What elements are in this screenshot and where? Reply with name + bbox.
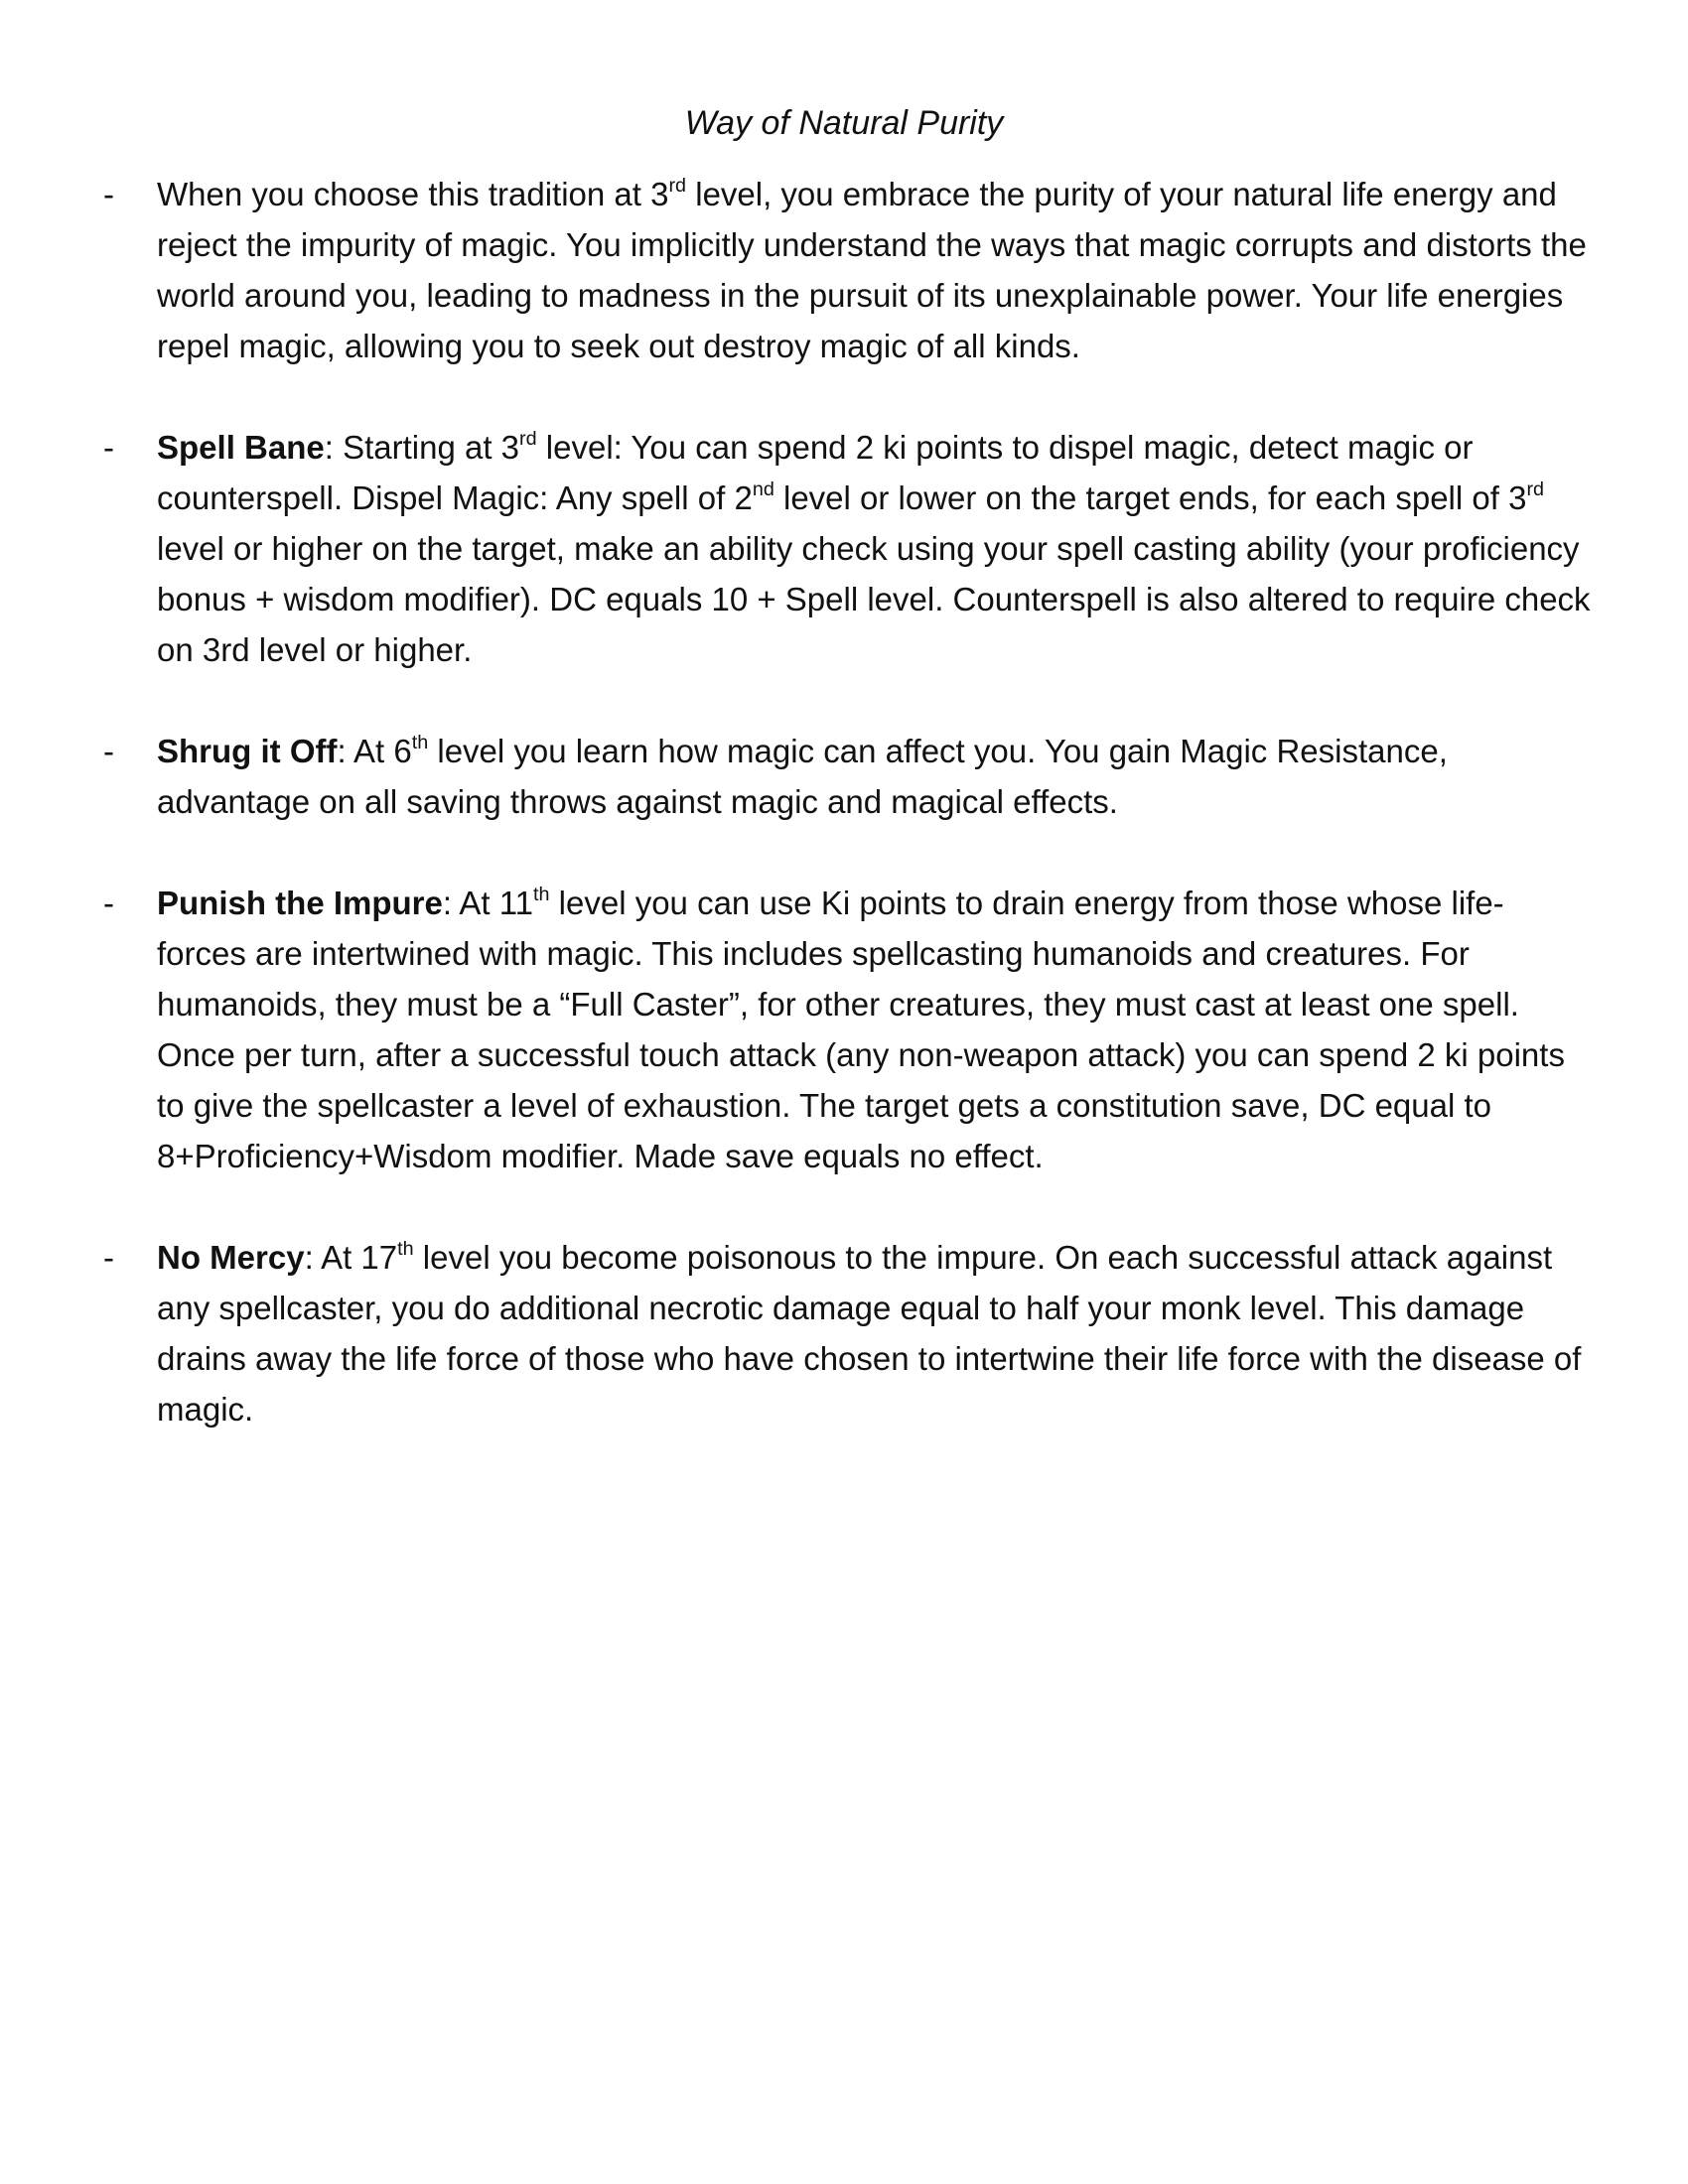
bullet-dash: -	[103, 176, 114, 212]
feature-term: Punish the Impure	[157, 885, 443, 921]
feature-item	[103, 169, 1593, 371]
feature-item	[103, 726, 1593, 827]
feature-term: Shrug it Off	[157, 733, 338, 769]
feature-description: Starting at 3	[333, 429, 520, 466]
feature-description: level you learn how magic can affect you. You gain Magic Resistance, advantage on all saving throws against magic and magical effects.	[157, 733, 1448, 820]
feature-item	[103, 422, 1593, 675]
feature-description: At 17	[313, 1239, 398, 1276]
ordinal-suffix: th	[397, 1238, 414, 1261]
feature-item	[103, 878, 1593, 1181]
ordinal-suffix: rd	[519, 428, 537, 451]
feature-description: level you can use Ki points to drain energy from those whose life-forces are intertwined with magic. This includes spellcasting humanoids and creatures. For humanoids, they must be a “Full Caster”, for other creatures, they must cast at least one spell. Once per turn, after a successful touch attack (any non-weapon attack) you can spend 2 ki points to give the spellcaster a level of exhaustion. The target gets a constitution save, DC equal to 8+Proficiency+Wisdom modifier. Made save equals no effect.	[157, 885, 1565, 1174]
feature-item	[103, 1232, 1593, 1434]
feature-term: No Mercy	[157, 1239, 305, 1276]
feature-description: When you choose this tradition at 3	[157, 176, 669, 212]
feature-text	[157, 429, 1591, 668]
feature-description: level, you embrace the purity of your natural life energy and reject the impurity of magic. You implicitly understand the ways that magic corrupts and distorts the world around you, leading to madness in the pursuit of its unexplainable power. Your life energies repel magic, allowing you to seek out destroy magic of all kinds.	[157, 176, 1587, 364]
ordinal-suffix: rd	[668, 175, 687, 198]
feature-description: At 11	[452, 885, 533, 921]
term-separator: :	[324, 429, 334, 466]
ordinal-suffix: rd	[1526, 478, 1545, 501]
feature-description: level or lower on the target ends, for each spell of 3	[774, 479, 1527, 516]
feature-text	[157, 885, 1565, 1174]
bullet-dash: -	[103, 1239, 114, 1276]
feature-description: level you become poisonous to the impure. On each successful attack against any spellcaster, you do additional necrotic damage equal to half your monk level. This damage drains away the life force of those who have chosen to intertwine their life force with the disease of magic.	[157, 1239, 1582, 1428]
bullet-dash: -	[103, 733, 114, 769]
bullet-dash: -	[103, 429, 114, 466]
feature-description: level: You can spend 2 ki points to dispel magic, detect magic or counterspell. Dispel Magic: Any spell of 2	[157, 429, 1474, 516]
ordinal-suffix: th	[411, 732, 429, 754]
feature-term: Spell Bane	[157, 429, 325, 466]
feature-text	[157, 1239, 1581, 1428]
feature-list	[103, 169, 1593, 1485]
term-separator: :	[337, 733, 347, 769]
ordinal-suffix: nd	[752, 478, 774, 501]
feature-text	[157, 176, 1587, 364]
ordinal-suffix: th	[533, 884, 550, 906]
feature-description: At 6	[346, 733, 412, 769]
term-separator: :	[442, 885, 453, 921]
term-separator: :	[304, 1239, 314, 1276]
feature-text	[157, 733, 1448, 820]
document-title: Way of Natural Purity	[684, 104, 1004, 142]
feature-description: level or higher on the target, make an ability check using your spell casting ability (your proficiency bonus + wisdom modifier). DC equals 10 + Spell level. Counterspell is also altered to require check on 3rd level or higher.	[157, 530, 1591, 668]
bullet-dash: -	[103, 885, 114, 921]
